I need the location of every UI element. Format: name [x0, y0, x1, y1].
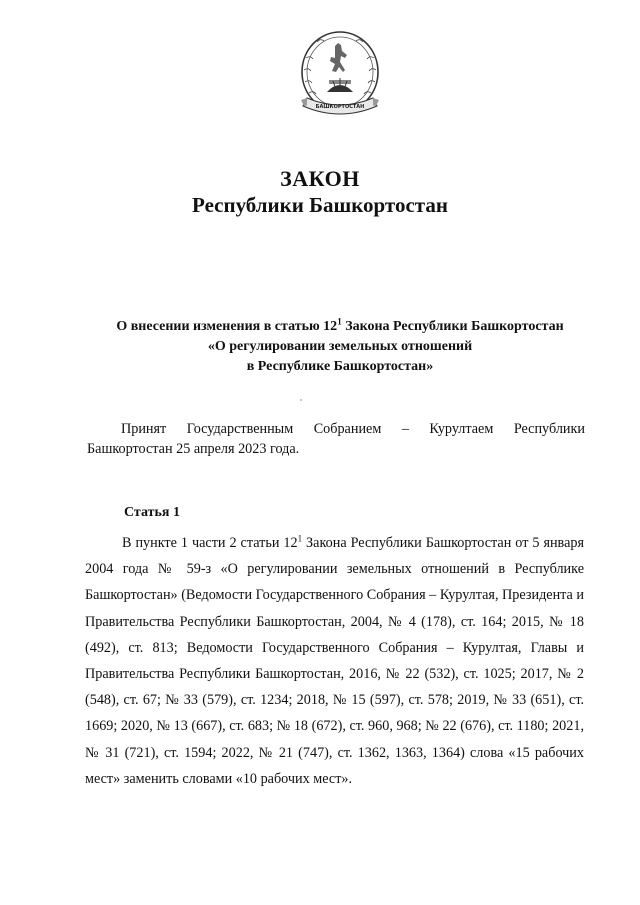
article-1-text-post: Закона Республики Башкортостан от 5 января 2004 года № 59-з «О регулировании земельных отношений в Республике Башкортостан» (Ведомости Государственного Собрания – Курултая, Президента и Правительства Республики Башкортостан, 2004, № 4 (178), ст. 164; 2015, № 18 (492), ст. 813; Ведомости Государственного Собрания – Курултая, Главы и Правительства Республики Башкортостан, 2016, № 22 (532), ст. 1025; 2017, № 2 (548), ст. 67; № 33 (579), ст. 1234; 2018, № 15 (597), ст. 578; 2019, № 33 (651), ст. 1669; 2020, № 13 (667), ст. 683; № 18 (672), ст. 960, 968; № 22 (676), ст. 1180; 2021, № 31 (721), ст. 1594; 2022, № 21 (747), ст. 1362, 1363, 1364) слова «15 рабочих мест» заменить словами «10 рабочих мест». — [85, 535, 584, 787]
law-subject — [90, 317, 590, 377]
document-issuer: Республики Башкортостан — [192, 193, 448, 217]
subject-line-1 — [90, 317, 590, 337]
subject-line-2: «О регулировании земельных отношений — [207, 339, 473, 354]
subject-line-1-post: Закона Республики Башкортостан — [341, 319, 564, 334]
article-1-superscript: 1 — [297, 533, 303, 544]
article-1-heading: Статья 1 — [124, 505, 180, 520]
coat-of-arms-icon — [297, 28, 383, 128]
article-1-text-pre: В пункте 1 части 2 статьи 12 — [122, 535, 298, 551]
subject-line-1-pre: О внесении изменения в статью 12 — [116, 319, 338, 334]
document-type: ЗАКОН — [280, 166, 360, 191]
subject-superscript: 1 — [337, 316, 342, 327]
subject-line-3: в Республике Башкортостан» — [246, 359, 434, 374]
article-1-body — [85, 530, 584, 792]
emblem-ribbon-text: БАШКОРТОСТАН — [315, 104, 365, 110]
scan-speck — [300, 399, 302, 401]
adoption-statement: Принят Государственным Собранием – Курултаем Республики Башкортостан 25 апреля 2023 года. — [87, 421, 585, 457]
